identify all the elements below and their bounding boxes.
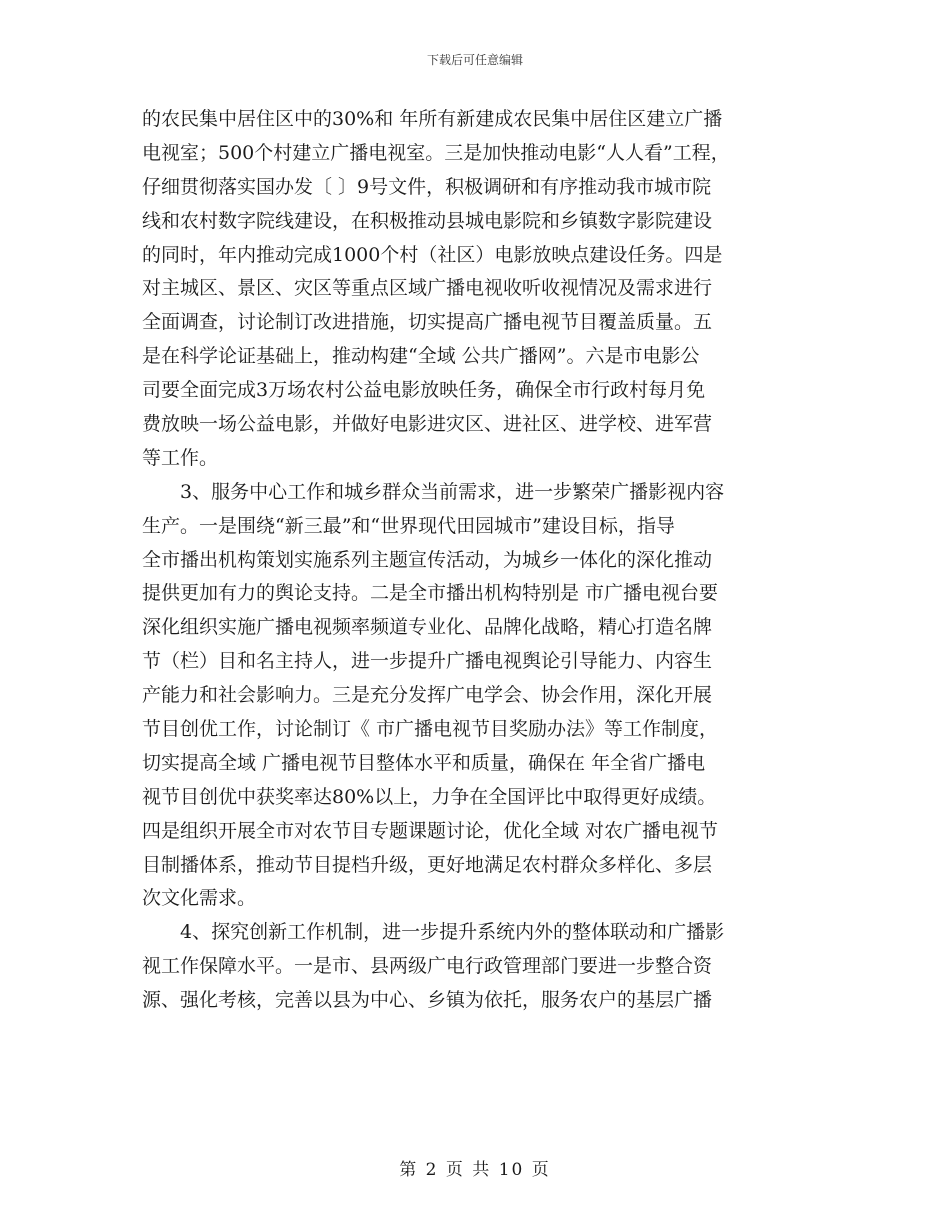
text-line: 的农民集中居住区中的30%和 年所有新建成农民集中居住区建立广播	[142, 108, 723, 130]
text-line: 对主城区、景区、灾区等重点区域广播电视收听收视情况及需求进行	[142, 277, 713, 300]
text-line: 目制播体系，推动节目提档升级，更好地满足农村群众多样化、多层	[142, 853, 713, 876]
text-line: 源、强化考核，完善以县为中心、乡镇为依托，服务农户的基层广播	[142, 989, 713, 1012]
text-line: 等工作。	[142, 446, 219, 469]
document-body	[142, 103, 812, 1018]
text-line: 3、服务中心工作和城乡群众当前需求，进一步繁荣广播影视内容	[142, 480, 725, 503]
text-line: 的同时，年内推动完成1000个村（社区）电影放映点建设任务。四是	[142, 243, 723, 266]
text-line: 深化组织实施广播电视频率频道专业化、品牌化战略，精心打造名牌	[142, 616, 713, 639]
text-line: 产能力和社会影响力。三是充分发挥广电学会、协会作用，深化开展	[142, 684, 713, 707]
text-line: 视节目创优中获奖率达80%以上，力争在全国评比中取得更好成绩。	[142, 785, 717, 808]
text-line: 节目创优工作，讨论制订《 市广播电视节目奖励办法》等工作制度，	[142, 718, 719, 741]
text-line: 4、探究创新工作机制，进一步提升系统内外的整体联动和广播影	[142, 921, 725, 944]
text-line: 司要全面完成3万场农村公益电影放映任务，确保全市行政村每月免	[142, 379, 706, 402]
text-line: 费放映一场公益电影，并做好电影进灾区、进社区、进学校、进军营	[142, 413, 713, 436]
text-line: 线和农村数字院线建设，在积极推动县城电影院和乡镇数字影院建设	[142, 209, 713, 232]
text-line: 四是组织开展全市对农节目专题课题讨论，优化全域 对农广播电视节	[142, 819, 719, 842]
page-footer: 第 2 页 共 10 页	[399, 1160, 551, 1180]
text-line: 电视室；500个村建立广播电视室。三是加快推动电影“人人看”工程，	[142, 141, 730, 164]
text-line: 生产。一是围绕“新三最”和“世界现代田园城市”建设目标，指导	[142, 514, 675, 537]
text-line: 切实提高全域 广播电视节目整体水平和质量，确保在 年全省广播电	[142, 751, 706, 774]
text-line: 仔细贯彻落实国办发〔 〕9号文件，积极调研和有序推动我市城市院	[142, 175, 712, 198]
page-header: 下载后可任意编辑	[426, 53, 523, 67]
text-line: 次文化需求。	[142, 887, 257, 910]
text-line: 提供更加有力的舆论支持。二是全市播出机构特别是 市广播电视台要	[142, 582, 719, 605]
text-line: 全市播出机构策划实施系列主题宣传活动，为城乡一体化的深化推动	[142, 548, 713, 571]
text-line: 节（栏）目和名主持人，进一步提升广播电视舆论引导能力、内容生	[142, 650, 713, 673]
text-line: 是在科学论证基础上，推动构建“全域 公共广播网”。六是市电影公	[142, 345, 700, 368]
text-line: 视工作保障水平。一是市、县两级广电行政管理部门要进一步整合资	[142, 955, 713, 978]
text-line: 全面调查，讨论制订改进措施，切实提高广播电视节目覆盖质量。五	[142, 311, 713, 334]
